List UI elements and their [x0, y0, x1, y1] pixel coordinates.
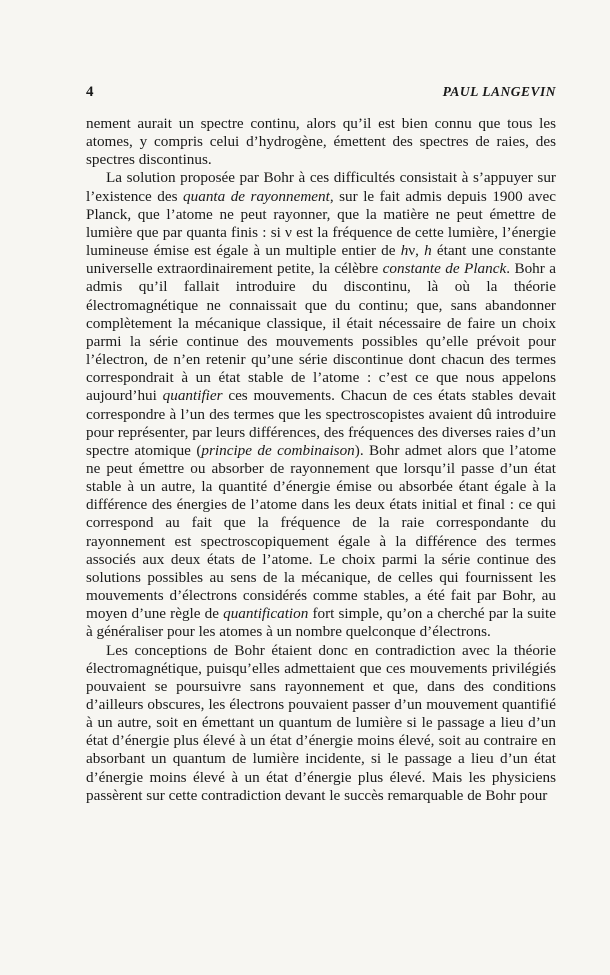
italic-term: quanta de rayonnement: [183, 187, 330, 205]
running-head: PAUL LANGEVIN: [442, 84, 556, 99]
text-run: ces mouvements. Chacun de ces états stables devait correspondre à l’un des termes que les spectroscopistes avaient dû introduire pour représenter, par leurs différences, des fréquences des diverses raies d’un spectre atomique (: [86, 387, 556, 459]
text-run: ). Bohr admet alors que l’atome ne peut émettre ou absorber de rayonnement que lorsqu’il passe d’un état stable à un autre, la quantité d’énergie émise ou absorbée étant égale à la différence des énergies de l’atome dans les deux états initial et final : ce qui correspond au fait que la fréquence de la raie correspondante du rayonnement est spectroscopiquement égale à la différence des termes associés aux deux états de l’atome. Le choix parmi la série continue des solutions possibles au sens de la mécanique, de celles qui fournissent les mouvements d’électrons considérés comme stables, a été fait par Bohr, au moyen d’une règle de: [86, 441, 556, 623]
italic-term: principe de combinaison: [201, 441, 355, 459]
italic-term: h: [400, 242, 409, 260]
text-run: étant une constante universelle extraordinairement petite, la célèbre: [86, 242, 556, 278]
paragraph: [86, 169, 556, 641]
italic-term: h: [424, 242, 432, 260]
body-text: [86, 115, 556, 805]
italic-term: quantification: [223, 605, 309, 623]
text-run: . Bohr a admis qu’il fallait introduire du discontinu, là où la théorie électromagnétique ne connaissait que du continu; que, sans abandonner complètement la mécanique classique, il était nécessaire de faire un choix parmi la série continue des mouvements possibles qu’elle prévoit pour l’électron, de n’en retenir qu’une série discontinue dont chacun des termes correspondrait à un état stable de l’atome : c’est ce que nous appelons aujourd’hui: [86, 260, 556, 405]
paragraph: [86, 642, 556, 805]
page-header: [86, 84, 556, 104]
text-run: La solution proposée par Bohr à ces difficultés consistait à s’appuyer sur l’existence des: [86, 169, 556, 205]
page-number: 4: [86, 84, 94, 100]
italic-term: constante de Planck: [382, 260, 507, 278]
text-run: ν,: [408, 242, 425, 260]
text-run: fort simple, qu’on a cherché par la suite à généraliser pour les atomes à un nombre quelconque d’électrons.: [86, 605, 556, 641]
italic-term: quantifier: [162, 387, 223, 405]
text-run: , sur le fait admis depuis 1900 avec Planck, que l’atome ne peut rayonner, que la matière ne peut émettre de lumière que par quanta finis : si ν est la fréquence de cette lumière, l’énergie lumineuse émise est égale à un multiple entier de: [86, 187, 557, 260]
paragraph: [86, 115, 556, 169]
text-run: Les conceptions de Bohr étaient donc en contradiction avec la théorie électromagnétique, puisqu’elles admettaient que ces mouvements privilégiés pouvaient se poursuivre sans rayonnement et que, dans des conditions d’ailleurs obscures, les électrons pouvaient passer d’un mouvement quantifié à un autre, soit en émettant un quantum de lumière si le passage a lieu d’un état d’énergie plus élevé à un état d’énergie moins élevé, soit au contraire en absorbant un quantum de lumière incidente, si le passage a lieu d’un état d’énergie moins élevé à un état d’énergie plus élevé. Mais les physiciens passèrent sur cette contradiction devant le succès remarquable de Bohr pour: [86, 641, 556, 804]
text-run: nement aurait un spectre continu, alors qu’il est bien connu que tous les atomes, y compris celui d’hydrogène, émettent des spectres de raies, des spectres discontinus.: [86, 115, 556, 169]
